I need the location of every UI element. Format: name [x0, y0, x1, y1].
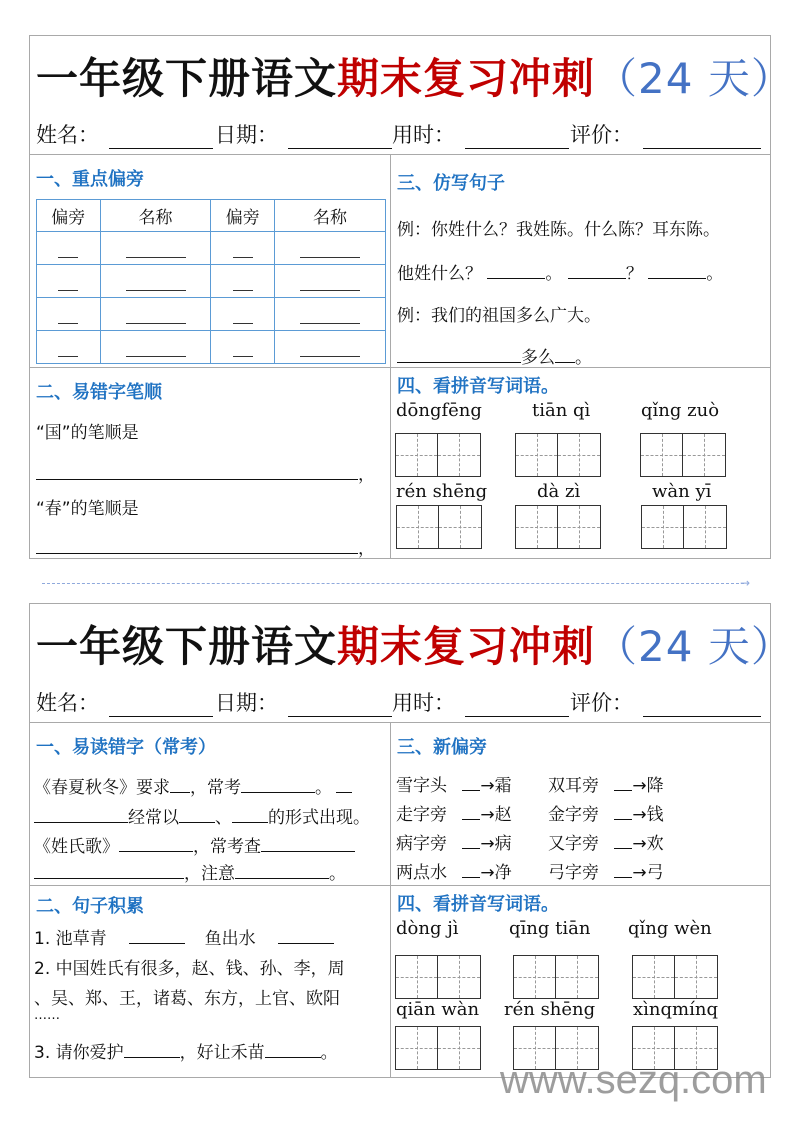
section-title: 二、易错字笔顺	[36, 382, 162, 403]
pinyin-label: rén shēng	[504, 999, 596, 1020]
answer-blank[interactable]	[265, 1042, 321, 1058]
radicals-table	[36, 199, 386, 364]
text-line: 2. 中国姓氏有很多，赵、钱、孙、李，周	[34, 959, 345, 979]
title-day: （24 天）	[595, 54, 794, 103]
section-title: 二、句子积累	[36, 896, 144, 917]
time-blank[interactable]	[465, 127, 569, 149]
section-key-radicals	[30, 155, 390, 367]
rating-field[interactable]: 评价：	[570, 687, 761, 717]
text-line: 、吴、郑、王，诸葛、东方，上官、欧阳	[34, 989, 340, 1009]
radical-item: 雪字头 →霜	[396, 776, 512, 796]
answer-blank[interactable]	[555, 347, 575, 363]
radical-blank[interactable]	[233, 312, 253, 324]
answer-blank[interactable]	[397, 347, 521, 363]
answer-blank[interactable]	[336, 777, 352, 793]
section-imitate-sentences	[391, 155, 770, 367]
name-field[interactable]: 姓名：	[36, 687, 213, 717]
answer-blank[interactable]	[124, 1042, 180, 1058]
answer-blank[interactable]	[235, 863, 329, 879]
writing-grid[interactable]	[632, 955, 718, 999]
radical-blank[interactable]	[58, 345, 78, 357]
rating-field[interactable]: 评价：	[570, 119, 761, 149]
text-line: 3. 请你爱护 ，好让禾苗 。	[34, 1043, 338, 1063]
name-blank[interactable]	[300, 246, 360, 258]
text-line: 1. 池草青 鱼出水	[34, 924, 334, 949]
section-title: 一、重点偏旁	[36, 169, 144, 190]
time-field[interactable]: 用时：	[392, 687, 569, 717]
date-blank[interactable]	[288, 127, 392, 149]
section-title: 四、看拼音写词语。	[397, 376, 559, 397]
radical-blank[interactable]	[58, 279, 78, 291]
writing-grid[interactable]	[395, 433, 481, 477]
answer-blank[interactable]	[129, 928, 185, 944]
writing-grid[interactable]	[396, 505, 482, 549]
title-day: （24 天）	[595, 622, 794, 671]
section-title: 三、仿写句子	[397, 173, 505, 194]
answer-blank[interactable]	[614, 862, 632, 878]
text-line: 《姓氏歌》 ，常考查	[34, 832, 355, 857]
info-row	[30, 116, 770, 154]
radical-item: 两点水 →净	[396, 863, 512, 883]
pinyin-label: tiān qì	[532, 400, 591, 421]
time-field[interactable]: 用时：	[392, 119, 569, 149]
rating-blank[interactable]	[643, 695, 761, 717]
dashed-line	[42, 583, 744, 584]
pinyin-label: xìnqmínq	[633, 999, 718, 1020]
answer-blank[interactable]	[648, 263, 706, 279]
name-blank[interactable]	[300, 345, 360, 357]
name-blank[interactable]	[109, 695, 213, 717]
info-row	[30, 684, 770, 722]
title-row	[30, 36, 794, 116]
worksheet-title	[36, 614, 794, 674]
pinyin-label: dòng jì	[396, 918, 459, 939]
stroke-answer-line: ，	[36, 534, 375, 558]
title-grade: 一年级下册语文	[36, 54, 338, 103]
sections-grid	[30, 154, 770, 558]
answer-blank[interactable]	[462, 862, 480, 878]
header-radical: 偏旁	[37, 200, 101, 232]
radical-item: 金字旁 →钱	[548, 805, 664, 825]
section-pinyin-words	[391, 368, 770, 558]
text-line: 经常以 、 的形式出现。	[34, 803, 370, 828]
writing-grid[interactable]	[515, 433, 601, 477]
writing-grid[interactable]	[515, 505, 601, 549]
section-title: 四、看拼音写词语。	[397, 894, 559, 915]
radical-item: 又字旁 →欢	[548, 834, 664, 854]
rating-blank[interactable]	[643, 127, 761, 149]
text-line: ，注意 。	[34, 859, 346, 884]
answer-blank[interactable]	[179, 807, 215, 823]
cut-line-divider	[42, 576, 750, 590]
example-sentence-1: 例：你姓什么？我姓陈。什么陈？耳东陈。	[397, 220, 720, 240]
name-blank[interactable]	[126, 279, 186, 291]
pinyin-label: qiān wàn	[396, 999, 480, 1020]
answer-blank[interactable]	[261, 836, 355, 852]
radical-item: 弓字旁 →弓	[548, 863, 664, 883]
answer-blank[interactable]	[568, 263, 626, 279]
arrow-right-icon: →	[739, 576, 750, 590]
radical-blank[interactable]	[58, 246, 78, 258]
section-sentence-accumulation	[30, 886, 390, 1077]
time-blank[interactable]	[465, 695, 569, 717]
answer-blank[interactable]	[34, 863, 184, 879]
writing-grid[interactable]	[513, 955, 599, 999]
title-review: 期末复习冲刺	[337, 54, 596, 103]
name-blank[interactable]	[300, 312, 360, 324]
answer-blank[interactable]	[614, 775, 632, 791]
pinyin-label: dōngfēng	[396, 400, 482, 421]
writing-grid[interactable]	[641, 505, 727, 549]
title-review: 期末复习冲刺	[337, 622, 596, 671]
header-radical: 偏旁	[211, 200, 275, 232]
title-row	[30, 604, 794, 684]
answer-blank[interactable]	[462, 804, 480, 820]
date-field[interactable]: 日期：	[215, 119, 392, 149]
table-row	[37, 232, 386, 265]
question-1: 他姓什么？ 。 ？ 。	[397, 264, 724, 284]
writing-grid[interactable]	[640, 433, 726, 477]
text-line: 《春夏秋冬》要求 ，常考 。	[34, 773, 352, 798]
stroke-answer-line: ，	[36, 460, 375, 485]
answer-blank[interactable]	[487, 263, 545, 279]
pinyin-label: qǐng wèn	[628, 918, 712, 939]
stroke-prompt-chun: “春”的笔顺是	[36, 499, 139, 519]
answer-blank[interactable]	[462, 775, 480, 791]
header-name: 名称	[275, 200, 386, 232]
name-blank[interactable]	[109, 127, 213, 149]
section-new-radicals	[391, 723, 770, 885]
answer-blank[interactable]	[614, 833, 632, 849]
pinyin-label: rén shēng	[396, 481, 488, 502]
radical-item: 病字旁 →病	[396, 834, 512, 854]
name-field[interactable]: 姓名：	[36, 119, 213, 149]
answer-blank[interactable]	[278, 928, 334, 944]
site-watermark: www.sezq.com	[500, 1058, 767, 1102]
ellipsis: ……	[34, 1008, 60, 1023]
writing-grid[interactable]	[395, 1026, 481, 1070]
radical-blank[interactable]	[233, 345, 253, 357]
title-grade: 一年级下册语文	[36, 622, 338, 671]
answer-blank[interactable]	[36, 464, 358, 480]
name-blank[interactable]	[126, 246, 186, 258]
sections-grid	[30, 722, 770, 1077]
writing-grid[interactable]	[395, 955, 481, 999]
stroke-prompt-guo: “国”的笔顺是	[36, 423, 139, 443]
date-blank[interactable]	[288, 695, 392, 717]
answer-blank[interactable]	[170, 777, 190, 793]
pinyin-label: dà zì	[537, 481, 581, 502]
table-row	[37, 265, 386, 298]
date-field[interactable]: 日期：	[215, 687, 392, 717]
worksheet-day24-part2	[29, 603, 794, 1078]
section-pinyin-words	[391, 886, 770, 1077]
worksheet-title	[36, 46, 794, 106]
answer-blank[interactable]	[119, 836, 193, 852]
pinyin-label: wàn yī	[652, 481, 712, 502]
pinyin-label: qǐng zuò	[641, 400, 720, 421]
radical-blank[interactable]	[58, 312, 78, 324]
answer-blank[interactable]	[614, 804, 632, 820]
name-blank[interactable]	[126, 345, 186, 357]
answer-blank[interactable]	[34, 807, 128, 823]
answer-blank[interactable]	[241, 777, 315, 793]
radical-blank[interactable]	[233, 246, 253, 258]
radical-item: 走字旁 →赵	[396, 805, 512, 825]
name-blank[interactable]	[126, 312, 186, 324]
question-2: 多么 。	[397, 343, 592, 367]
pinyin-label: qīng tiān	[509, 918, 591, 939]
answer-blank[interactable]	[36, 538, 358, 554]
header-name: 名称	[100, 200, 211, 232]
example-sentence-2: 例：我们的祖国多么广大。	[397, 306, 601, 326]
section-stroke-order	[30, 368, 390, 558]
radical-item: 双耳旁 →降	[548, 776, 664, 796]
worksheet-day24-part1	[29, 35, 794, 559]
answer-blank[interactable]	[232, 807, 268, 823]
radical-blank[interactable]	[233, 279, 253, 291]
section-misread-chars	[30, 723, 390, 885]
name-blank[interactable]	[300, 279, 360, 291]
section-title: 一、易读错字（常考）	[36, 737, 216, 758]
answer-blank[interactable]	[462, 833, 480, 849]
table-row	[37, 298, 386, 331]
section-title: 三、新偏旁	[397, 737, 487, 758]
table-row	[37, 331, 386, 364]
